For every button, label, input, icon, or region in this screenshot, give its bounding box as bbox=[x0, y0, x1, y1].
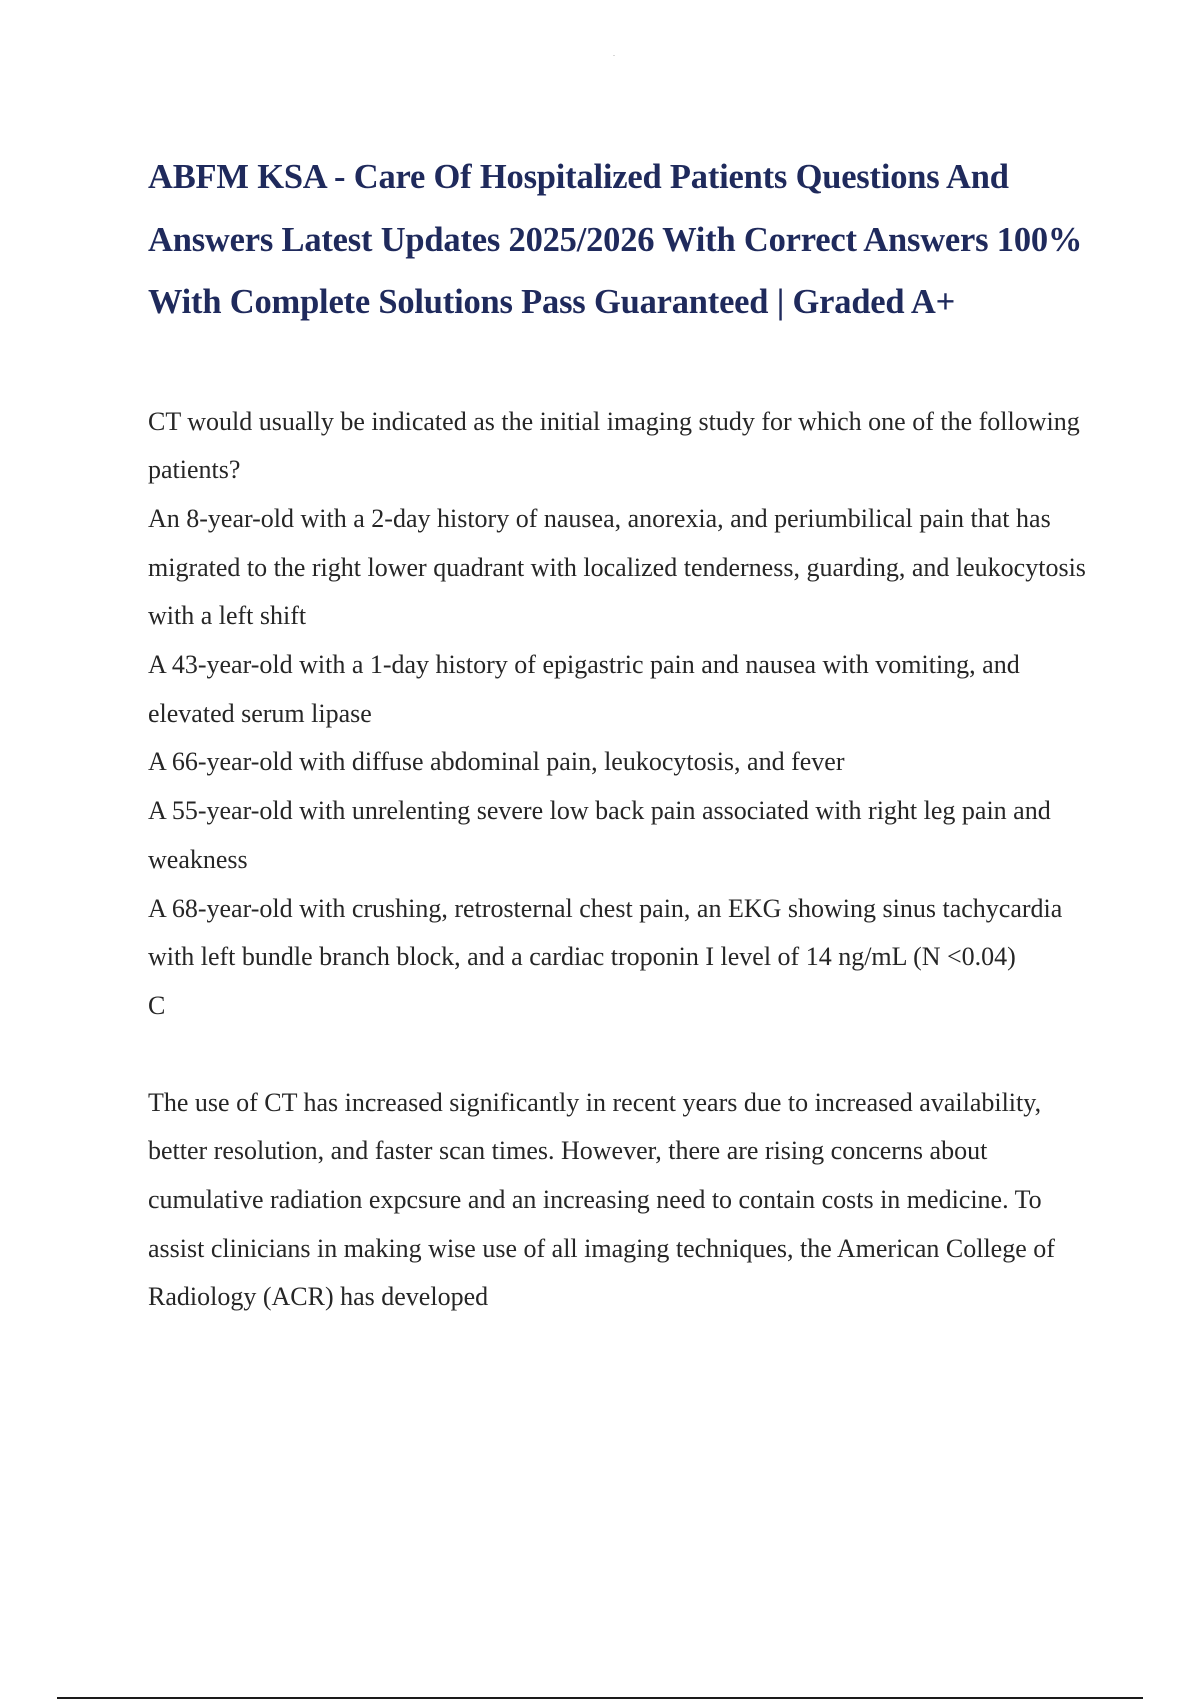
document-title: ABFM KSA - Care Of Hospitalized Patients Questions And Answers Latest Updates 2025/2026 With Correct Answers 100% With Complete Solutions Pass Guaranteed | Graded A+ bbox=[148, 158, 1083, 321]
answer-option-b: A 43-year-old with a 1-day history of epigastric pain and nausea with vomiting, and elevated serum lipase bbox=[148, 650, 1020, 728]
question-block bbox=[148, 398, 1088, 1031]
scan-artifact bbox=[613, 55, 615, 56]
correct-answer: C bbox=[148, 990, 166, 1020]
page-bottom-rule bbox=[57, 1697, 1143, 1699]
answer-option-a: An 8-year-old with a 2-day history of nausea, anorexia, and periumbilical pain that has migrated to the right lower quadrant with localized tenderness, guarding, and leukocytosis with a left shift bbox=[148, 503, 1086, 631]
explanation-block bbox=[148, 1079, 1088, 1323]
answer-option-c: A 66-year-old with diffuse abdominal pain, leukocytosis, and fever bbox=[148, 747, 845, 777]
question-stem: CT would usually be indicated as the initial imaging study for which one of the following patients? bbox=[148, 406, 1080, 485]
answer-option-e: A 68-year-old with crushing, retrosternal chest pain, an EKG showing sinus tachycardia with left bundle branch block, and a cardiac troponin I level of 14 ng/mL (N <0.04) bbox=[148, 893, 1063, 972]
explanation-text: The use of CT has increased significantly in recent years due to increased availability, better resolution, and faster scan times. However, there are rising concerns about cumulative radiation expcsure and an increasing need to contain costs in medicine. To assist clinicians in making wise use of all imaging techniques, the American College of Radiology (ACR) has developed bbox=[148, 1087, 1055, 1312]
answer-option-d: A 55-year-old with unrelenting severe low back pain associated with right leg pain and weakness bbox=[148, 796, 1051, 874]
page-content bbox=[148, 146, 1088, 1322]
